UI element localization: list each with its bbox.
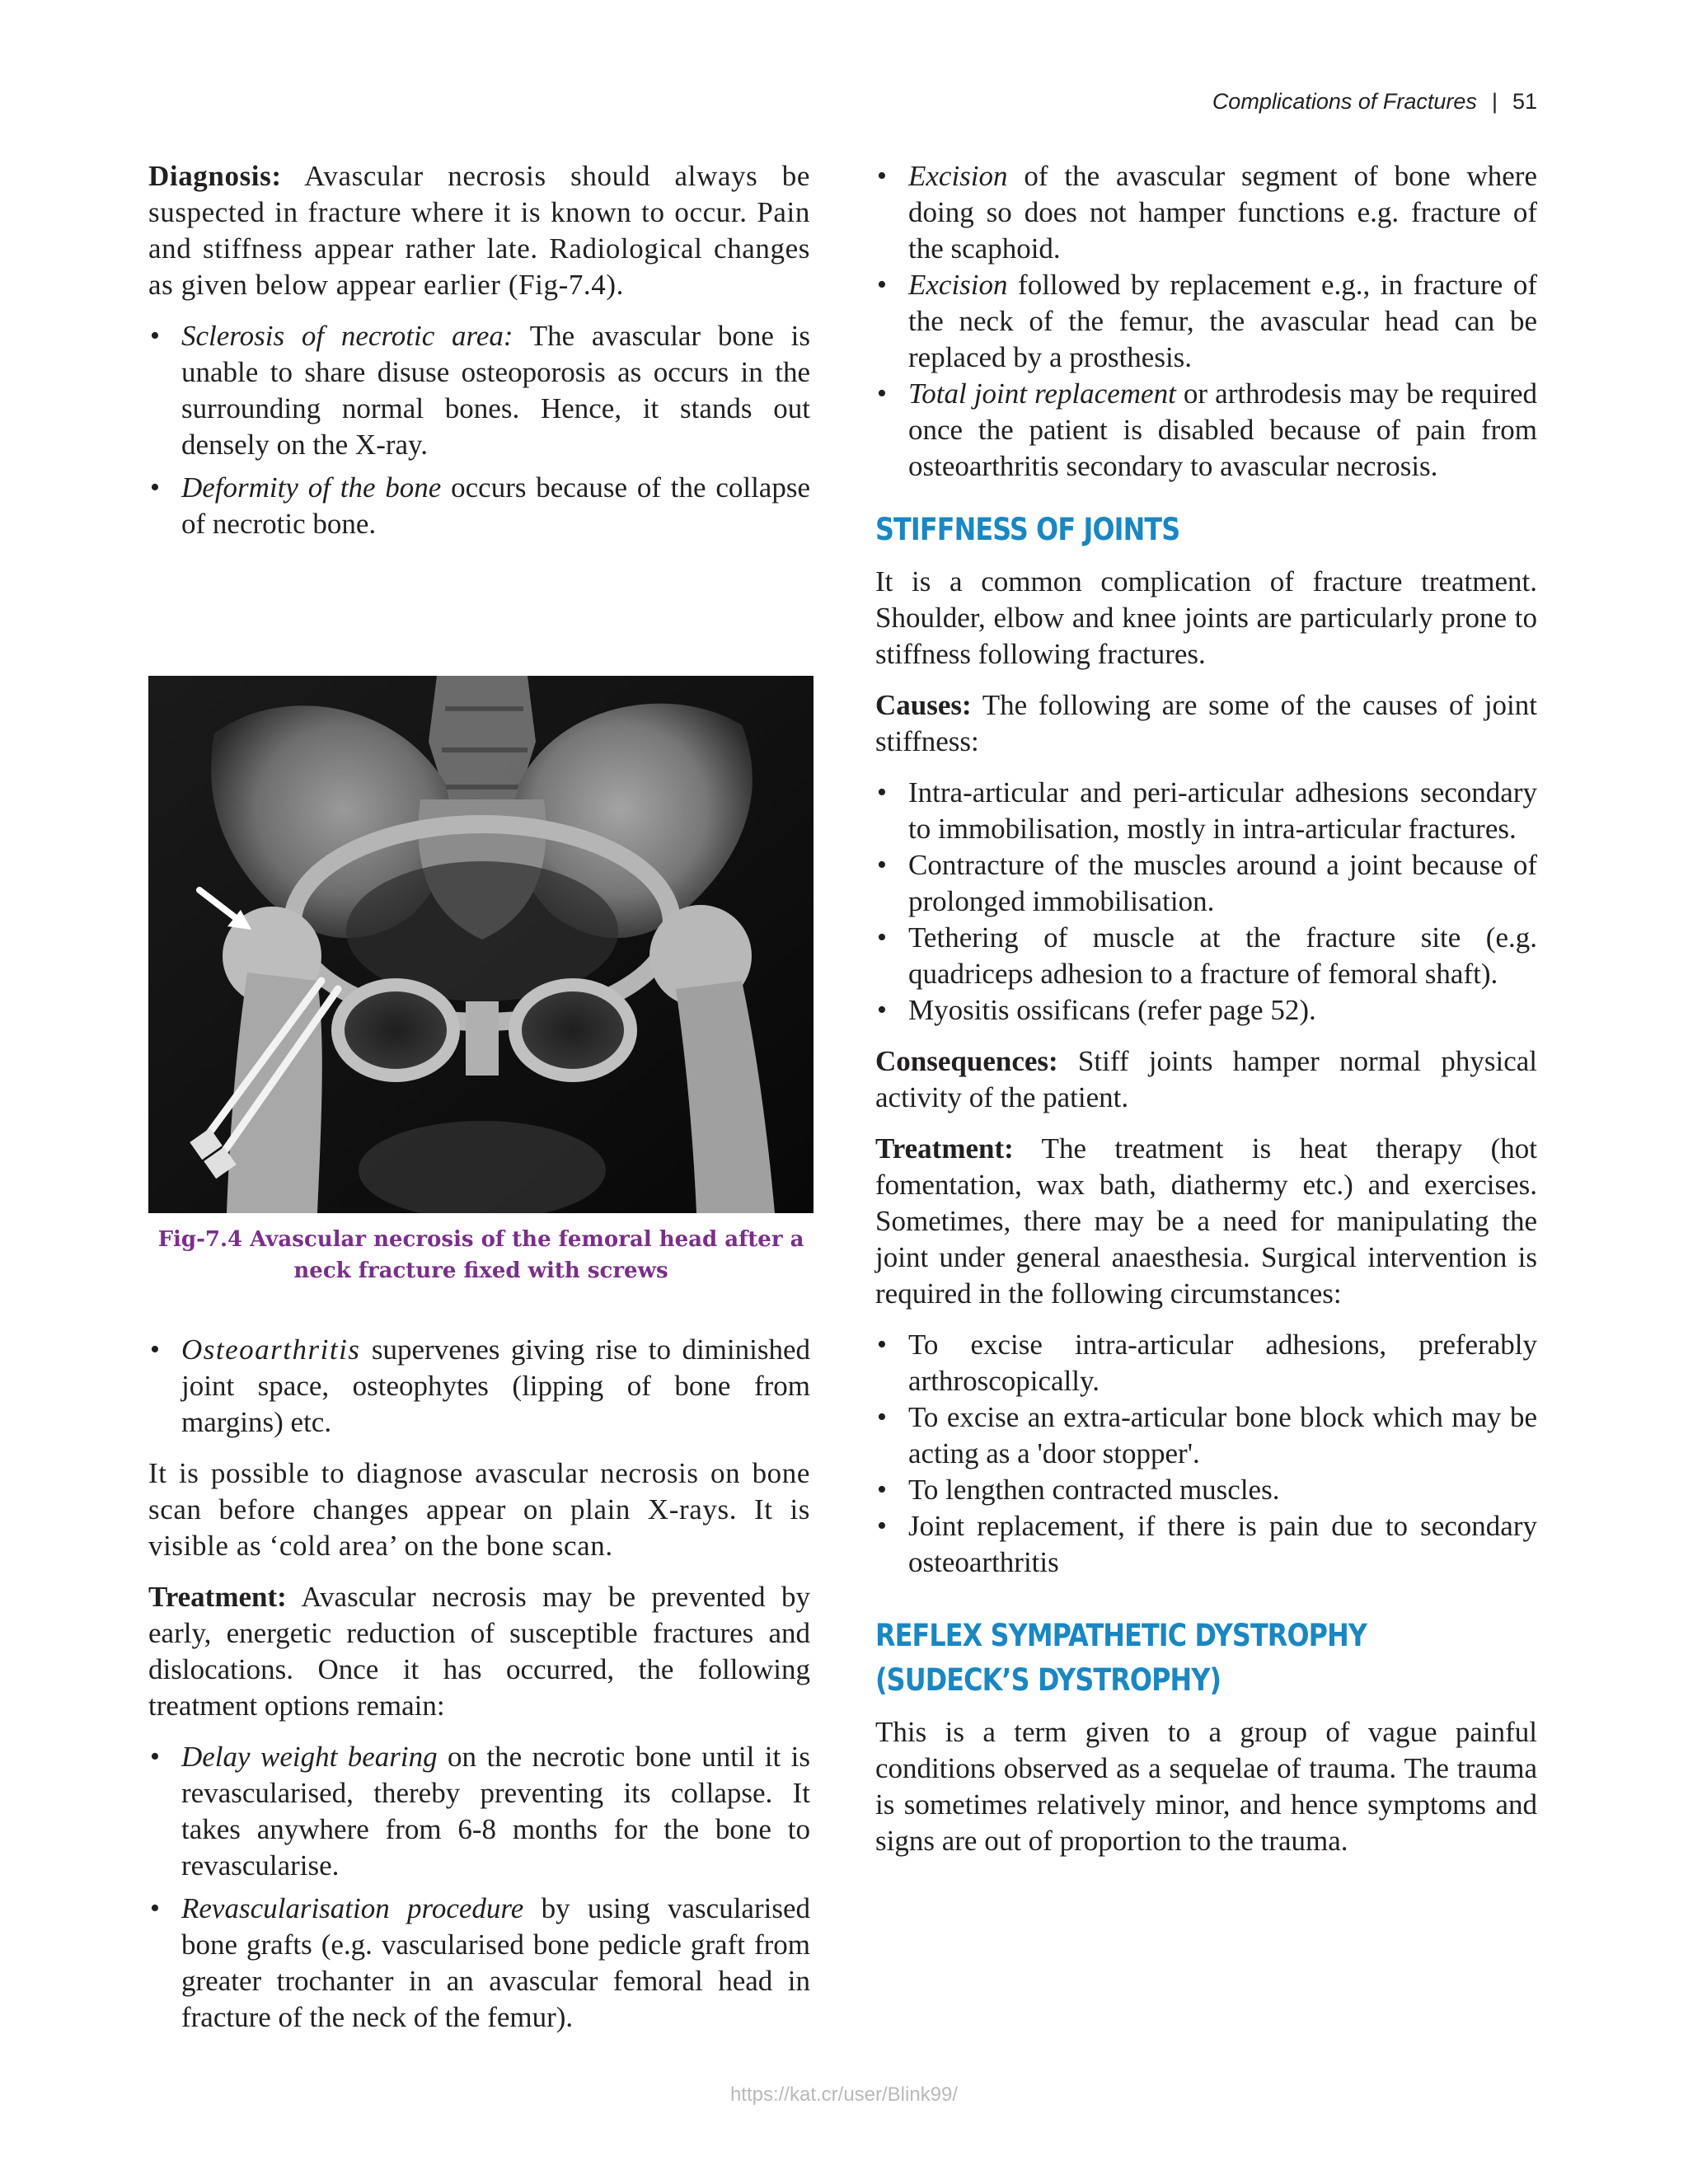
- pelvis-xray-image: [148, 676, 814, 1213]
- caption-line-1: Fig-7.4 Avascular necrosis of the femoral head after a: [157, 1227, 804, 1252]
- bullet-emphasis: Osteoarthritis: [181, 1333, 361, 1366]
- surgical-intervention-list: [875, 1327, 1537, 1581]
- stiffness-intro: It is a common complication of fracture treatment. Shoulder, elbow and knee joints are particularly prone to stiffness following fractures.: [875, 565, 1537, 670]
- list-item: [148, 470, 810, 542]
- bullet-emphasis: Total joint replacement: [908, 377, 1176, 410]
- diagnosis-text: Avascular necrosis should always be suspected in fracture where it is known to occur. Pain and stiffness appear rather late. Radiological changes as given below appear earlier (Fig-7.4).: [148, 160, 810, 301]
- list-item: [148, 1332, 810, 1441]
- rsd-paragraph: This is a term given to a group of vague painful conditions observed as a sequelae of trauma. The trauma is sometimes relatively minor, and hence symptoms and signs are out of proportion to the trauma.: [875, 1716, 1537, 1857]
- rsd-heading-line-2: (SUDECK’S DYSTROPHY): [875, 1662, 1221, 1698]
- diagnosis-paragraph: [148, 158, 810, 303]
- stiffness-heading: STIFFNESS OF JOINTS: [875, 512, 1180, 547]
- header-separator: |: [1491, 89, 1498, 114]
- list-item: • Tethering of muscle at the fracture site (e.g. quadriceps adhesion to a fracture of femoral shaft).: [875, 920, 1537, 992]
- list-item: [875, 158, 1537, 267]
- bullet-text: of the avascular segment of bone where doing so does not hamper functions e.g. fracture of the scaphoid.: [908, 160, 1537, 265]
- list-item: • To excise an extra-articular bone block which may be acting as a 'door stopper'.: [875, 1399, 1537, 1472]
- page-number: 51: [1512, 89, 1537, 114]
- causes-text: The following are some of the causes of joint stiffness:: [875, 689, 1537, 757]
- avn-treatment-list-continued: [875, 158, 1537, 485]
- causes-paragraph: [875, 687, 1537, 760]
- bullet-emphasis: Excision: [908, 160, 1008, 192]
- caption-line-2: neck fracture fixed with screws: [293, 1258, 668, 1283]
- list-item: • Contracture of the muscles around a joint because of prolonged immobilisation.: [875, 847, 1537, 920]
- radiological-changes-list: [148, 318, 810, 542]
- left-column-top: [148, 158, 810, 557]
- bullet-emphasis: Excision: [908, 269, 1008, 301]
- xray-figure: [148, 676, 814, 1213]
- list-item: [148, 318, 810, 463]
- bullet-text: The avascular bone is unable to share disuse osteoporosis as occurs in the surrounding normal bones. Hence, it stands out densely on the X-ray.: [181, 320, 810, 461]
- consequences-text: Stiff joints hamper normal physical activity of the patient.: [875, 1045, 1537, 1113]
- bullet-emphasis: Revascularisation procedure: [181, 1892, 524, 1924]
- treatment-text: Avascular necrosis may be prevented by early, energetic reduction of susceptible fractures and dislocations. Once it has occurred, the following treatment options remain:: [148, 1581, 810, 1722]
- left-column-bottom: [148, 1332, 810, 2050]
- running-head: [1212, 89, 1537, 115]
- list-item: [875, 376, 1537, 485]
- bullet-emphasis: Deformity of the bone: [181, 471, 442, 504]
- list-item: [148, 1739, 810, 1884]
- consequences-paragraph: [875, 1043, 1537, 1116]
- bullet-text: occurs because of the collapse of necrotic bone.: [181, 471, 810, 540]
- rsd-heading-line-1: REFLEX SYMPATHETIC DYSTROPHY: [875, 1618, 1367, 1653]
- avn-treatment-list: [148, 1739, 810, 2036]
- list-item: • Intra-articular and peri-articular adhesions secondary to immobilisation, mostly in intra-articular fractures.: [875, 775, 1537, 847]
- rsd-heading: [875, 1614, 1445, 1703]
- list-item: • Joint replacement, if there is pain due to secondary osteoarthritis: [875, 1508, 1537, 1581]
- footer-url: https://kat.cr/user/Blink99/: [729, 2083, 959, 2106]
- treatment-text: The treatment is heat therapy (hot fomentation, wax bath, diathermy etc.) and exercises. Sometimes, there may be a need for manipulating the joint under general anaesthesia. Surgical intervention is required in the following circumstances:: [875, 1132, 1537, 1310]
- causes-label: Causes:: [875, 689, 972, 721]
- list-item: [148, 1891, 810, 2036]
- avn-treatment-paragraph: [148, 1579, 810, 1724]
- stiffness-treatment-paragraph: [875, 1131, 1537, 1312]
- diagnosis-label: Diagnosis:: [148, 160, 282, 192]
- chapter-title: Complications of Fractures: [1212, 89, 1477, 114]
- figure-caption: [148, 1224, 814, 1286]
- bullet-text: by using vascularised bone grafts (e.g. vascularised bone pedicle graft from greater trochanter in an avascular femoral head in fracture of the neck of the femur).: [181, 1892, 811, 2033]
- list-item: • To excise intra-articular adhesions, preferably arthroscopically.: [875, 1327, 1537, 1399]
- causes-list: [875, 775, 1537, 1029]
- bullet-emphasis: Delay weight bearing: [181, 1741, 438, 1773]
- list-item: • To lengthen contracted muscles.: [875, 1472, 1537, 1508]
- osteoarthritis-list: [148, 1332, 810, 1441]
- treatment-label: Treatment:: [875, 1132, 1014, 1165]
- bullet-text: followed by replacement e.g., in fracture of the neck of the femur, the avascular head can be replaced by a prosthesis.: [908, 269, 1537, 373]
- bullet-text: on the necrotic bone until it is revascularised, thereby preventing its collapse. It takes anywhere from 6-8 months for the bone to revascularise.: [181, 1741, 811, 1882]
- bone-scan-paragraph: It is possible to diagnose avascular necrosis on bone scan before changes appear on plain X-rays. It is visible as ‘cold area’ on the bone scan.: [148, 1457, 810, 1562]
- treatment-label: Treatment:: [148, 1581, 287, 1613]
- list-item: [875, 267, 1537, 376]
- consequences-label: Consequences:: [875, 1045, 1058, 1077]
- bullet-emphasis: Sclerosis of necrotic area:: [181, 320, 513, 352]
- bullet-text: supervenes giving rise to diminished joint space, osteophytes (lipping of bone from margins) etc.: [181, 1333, 810, 1438]
- list-item: • Myositis ossificans (refer page 52).: [875, 992, 1537, 1029]
- right-column: [875, 158, 1537, 1874]
- bullet-text: or arthrodesis may be required once the patient is disabled because of pain from osteoarthritis secondary to avascular necrosis.: [908, 377, 1537, 482]
